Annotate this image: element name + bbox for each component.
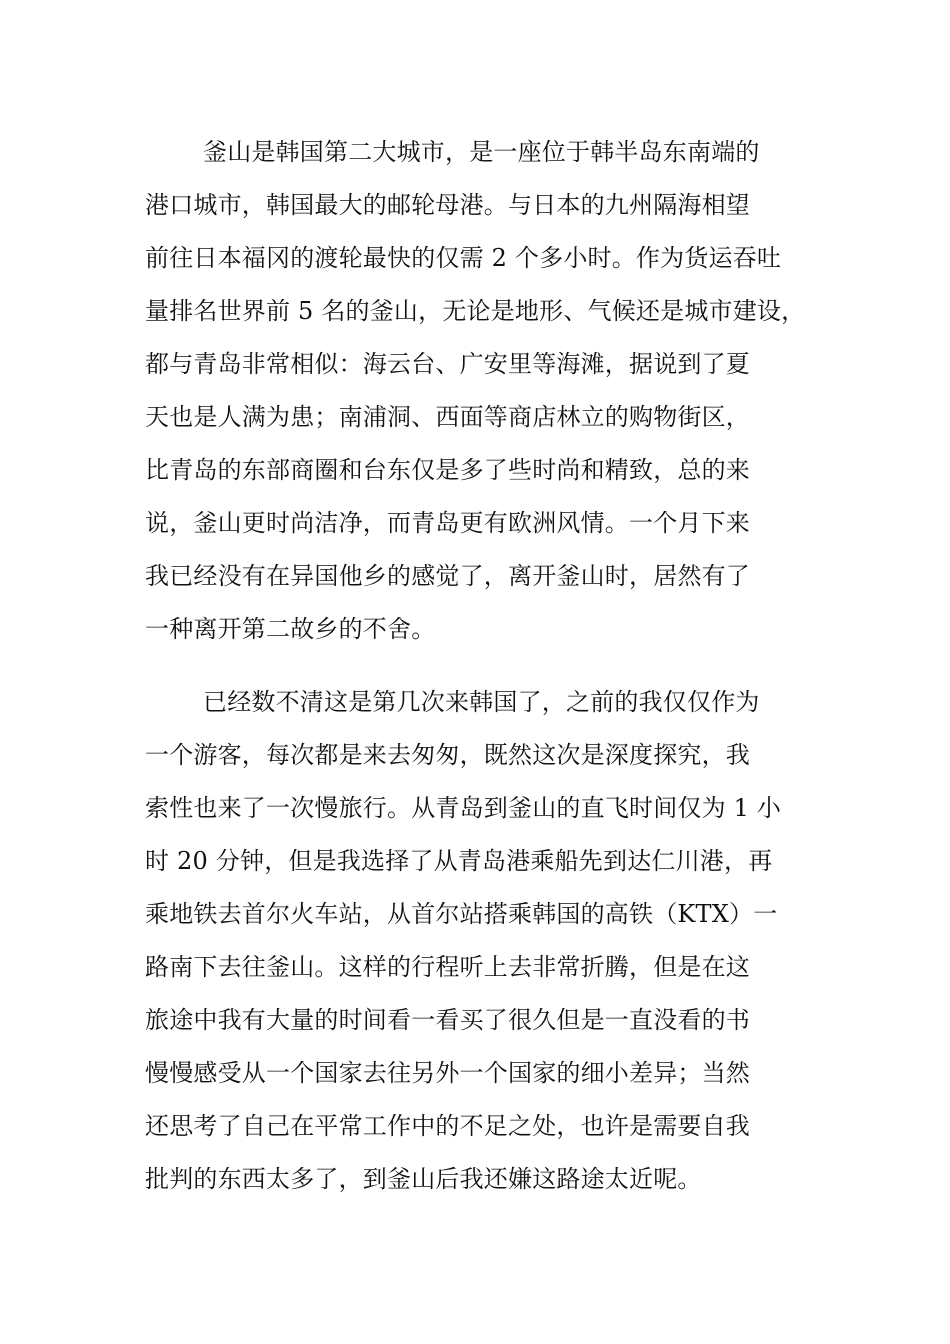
paragraph-line: 说，釜山更时尚洁净，而青岛更有欧洲风情。一个月下来 xyxy=(145,509,750,537)
paragraph-line: 一个游客，每次都是来去匆匆，既然这次是深度探究，我 xyxy=(145,741,750,769)
paragraph-line: 前往日本福冈的渡轮最快的仅需 2 个多小时。作为货运吞吐 xyxy=(145,244,782,272)
paragraph-line: 一种离开第二故乡的不舍。 xyxy=(145,615,436,643)
paragraph-line: 天也是人满为患；南浦洞、西面等商店林立的购物街区， xyxy=(145,403,750,431)
paragraph-line: 还思考了自己在平常工作中的不足之处，也许是需要自我 xyxy=(145,1112,750,1140)
paragraph-line: 釜山是韩国第二大城市，是一座位于韩半岛东南端的 xyxy=(203,138,760,166)
paragraph-1 xyxy=(145,126,845,656)
paragraph-line: 都与青岛非常相似：海云台、广安里等海滩，据说到了夏 xyxy=(145,350,750,378)
paragraph-line: 时 20 分钟，但是我选择了从青岛港乘船先到达仁川港，再 xyxy=(145,847,773,875)
paragraph-line: 批判的东西太多了，到釜山后我还嫌这路途太近呢。 xyxy=(145,1165,702,1193)
paragraph-line: 我已经没有在异国他乡的感觉了，离开釜山时，居然有了 xyxy=(145,562,750,590)
paragraph-line: 乘地铁去首尔火车站，从首尔站搭乘韩国的高铁（KTX）一 xyxy=(145,900,778,928)
paragraph-line: 量排名世界前 5 名的釜山，无论是地形、气候还是城市建设， xyxy=(145,297,806,325)
paragraph-line: 已经数不清这是第几次来韩国了，之前的我仅仅作为 xyxy=(203,688,760,716)
paragraph-line: 路南下去往釜山。这样的行程听上去非常折腾，但是在这 xyxy=(145,953,750,981)
paragraph-line: 慢慢感受从一个国家去往另外一个国家的细小差异；当然 xyxy=(145,1059,750,1087)
paragraph-2 xyxy=(145,676,845,1206)
paragraph-line: 索性也来了一次慢旅行。从青岛到釜山的直飞时间仅为 1 小 xyxy=(145,794,782,822)
paragraph-line: 港口城市，韩国最大的邮轮母港。与日本的九州隔海相望 xyxy=(145,191,750,219)
paragraph-line: 比青岛的东部商圈和台东仅是多了些时尚和精致，总的来 xyxy=(145,456,750,484)
paragraph-line: 旅途中我有大量的时间看一看买了很久但是一直没看的书 xyxy=(145,1006,750,1034)
